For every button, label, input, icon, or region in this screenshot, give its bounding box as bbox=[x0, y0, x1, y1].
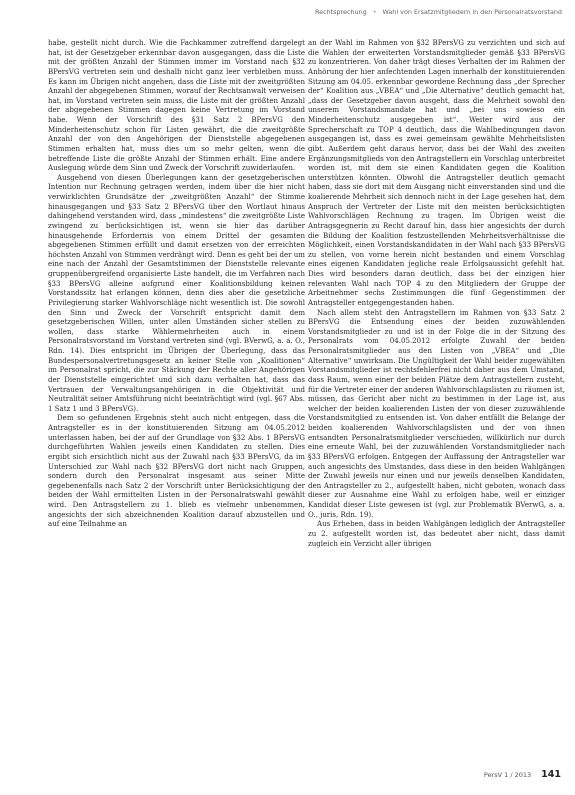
paragraph: Dem so gefundenen Ergebnis steht auch nicht entgegen, dass die Antragsteller es in der konstituierenden Sitzung am 04.05.2012 unterlassen haben, bei der auf der Grundlage von §32 Abs. 1 BPersVG durchgeführten Wahlen jeweils einen Kandidaten zu stellen. Dies ergibt sich ersichtlich nicht aus der Zuwahl nach §33 BPersVG, da im Unterschied zur Wahl nach §32 BPersVG dort nicht nach Gruppen, sondern durch den Personalrat insgesamt aus seiner Mitte gegebenenfalls nach Satz 2 der Vorschrift unter Berücksichtigung der beiden der Wahl ermittelten Listen in der Personalratswahl gewählt wird. Den Antragstellern zu 1. blieb es vielmehr unbenommen, angesichts der sich abzeichnenden Koalition darauf abzustellen und auf eine Teilnahme an bbox=[48, 413, 305, 529]
paragraph: Nach allem steht den Antragstellern im Rahmen von §33 Satz 2 BPersVG die Entsendung eines der beiden zuzuwählenden Vorstandsmitglieder zu und ist in der Folge die in der Sitzung des Personalrats vom 04.05.2012 erfolgte Zuwahl der beiden Personalratsmitglieder aus den Listen von „VBEA“ und „Die Alternative“ unwirksam. Die Ungültigkeit der Wahl beider zugewählten Vorstandsmitglieder ist rechtsfehlerfrei nicht daher aus dem Umstand, dass Raum, wenn einer der beiden Plätze dem Antragstellern zusteht, für die Vertreter einer der anderen Wahlvorschlagslisten zu räumen ist, müssen, das Gericht aber nicht zu bestimmen in der Lage ist, aus welcher der beiden koalierenden Listen der von dieser zuzuwählende Vorstandsmitglied zu entsenden ist. Von daher entfällt die Belange der beiden koalierenden Wahlvorschlagslisten und der von ihnen entsandten Personalratsmitglieder verschieden, willkürlich nur durch eine erneute Wahl, bei der zuzuwählenden Vorstandsmitglieder nach §33 BPersVG erfolgen. Entgegen der Auffassung der Antragsteller war auch angesichts des Umstandes, dass diese in den beiden Wahlgängen der Zuwahl jeweils nur einen und nur jeweils denselben Kandidaten, den Antragsteller zu 2., aufgestellt haben, nicht geboten, wonach dass dieser zur Ausnahme eine Wahl zu erfolgen habe, weil er einziger Kandidat dieser Liste gewesen ist (vgl. zur Problematik BVerwG, a. a. O., juris, Rdn. 19). bbox=[308, 307, 565, 519]
paragraph: Aus Erheben, dass in beiden Wahlgängen lediglich der Antragsteller zu 2. aufgestellt worden ist, das bedeutet aber nicht, dass damit zugleich ein Verzicht aller übrigen bbox=[308, 519, 565, 548]
journal-issue: PersV 1 / 2013 bbox=[483, 771, 532, 779]
header-section: Rechtsprechung bbox=[315, 8, 367, 16]
page-footer bbox=[484, 769, 561, 780]
paragraph: an der Wahl im Rahmen von §32 BPersVG zu verzichten und sich auf die Wahlen der erweiterten Vorstandsmitglieder gemäß §33 BPersVG zu konzentrieren. Von daher trägt dieses Verhalten der im Rahmen der Anhörung der hier anfechtenden Lagen innerhalb der konstituierenden Sitzung am 04.05. erkennbar gewordene Rechnung dass „der Sprecher der“ Koalition aus „VBEA“ und „Die Alternative“ deutlich gemacht hat, „dass der Gesetzgeber davon ausgeht, dass die Mehrheit sowohl den unserem Vorstandsmandate hat und „bei uns sowieso ein Minderheitenschutz ausgegeben ist“. Weiter wird aus der Sprecherschaft zu TOP 4 deutlich, dass die Wahlbedingungen davon ausgegangen ist, dass es zwei gemeinsam gewählte Mehrheitslisten gibt. Außerdem geht daraus hervor, dass bei der Wahl des zweiten Ergänzungsmitglieds von den Antragstellern ein Vorschlag unterbreitet worden ist, mit dem sie einen Kandidaten gegen die Koalition unterstützen könnten. Obwohl die Antragsteller deutlich gemacht haben, dass sie dort mit dem Ausgang nicht einverstanden sind und die koalierende Mehrheit sich dennoch nicht in der Lage gesehen hat, dem Anspruch der Vertreter der Liste mit den meisten berücksichtigten Wahlvorschlägen Rechnung zu tragen. Im Übrigen weist die Antragsgegnerin zu Recht darauf hin, dass hier angesichts der durch die Bildung der Koalition festzustellenden Mehrheitsverhältnisse die Möglichkeit, einen Vorstandskandidaten in der Wahl nach §33 BPersVG zu stellen, von vorne herein nicht bestanden und einem Vorschlag eines eigenen Kandidaten jegliche reale Erfolgsaussicht gefehlt hat. Dies wird besonders daran deutlich, dass bei der einzigen hier relevanten Wahl nach TOP 4 zu den Mitgliedern der Gruppe der Arbeitnehmer sechs Zustimmungen die fünf Gegenstimmen der Antragsteller entgegengestanden haben. bbox=[308, 38, 565, 307]
page-number: 141 bbox=[541, 769, 561, 780]
header-separator: • bbox=[372, 8, 377, 16]
paragraph: Ausgehend von diesen Überlegungen kann der gesetzgeberischen Intention nur Rechnung getragen werden, indem über die hier nicht verwirklichten Grundsätze der „zweitgrößten Anzahl“ der Stimme hinausgegangen und §33 Satz 2 BPersVG über den Wortlaut hinaus dahingehend verstanden wird, dass „mindestens“ die zweitgrößte Liste zwingend zu berücksichtigen ist, wenn sie hier das darüber hinausgehende Erfordernis von einem Drittel der gesamten abgegebenen Stimmen erfüllt und damit ersetzen von der erreichten höchsten Anzahl von Stimmen verdrängt wird. Denn es geht bei der um eine nach der Anzahl der Gesamtstimmen der Dienststelle relevante gruppenübergreifend organisierte Liste handelt, die im Verfahren nach §33 BPersVG alleine aufgrund einer Koalitionsbildung keinen Vorstandssitz hat erlangen können, denn dies aber die gesetzliche Privilegierung starker Wahlvorschläge nicht wesentlich ist. Die sowohl den Sinn und Zweck der Vorschrift entspricht damit dem gesetzgeberischen Willen, unter allen Umständen sicher stellen zu wollen, dass starke Wählermehrheiten auch in einem Personalratsvorstand im Vorstand vertreten sind (vgl. BVerwG, a. a. O., Rdn. 14). Dies entspricht im Übrigen der Überlegung, dass das Bundespersonalvertretungsgesetz an keiner Stelle von „Koalitionen“ im Personalrat spricht, die zur Stärkung der Rechte aller Angehörigen der Dienststelle eingerichtet und sich dazu verhalten hat, dass das Vertrauen der Verwaltungsangehörigen in die Objektivität und Neutralität seiner Amtsführung nicht beeinträchtigt wird (vgl. §67 Abs. 1 Satz 1 und 3 BPersVG). bbox=[48, 172, 305, 413]
header-title: Wahl von Ersatzmitgliedern in den Personalratsvorstand bbox=[382, 8, 562, 16]
right-column bbox=[308, 38, 565, 760]
paragraph: habe, gestellt nicht durch. Wie die Fachkammer zutreffend dargelegt hat, ist der Gesetzgeber erkennbar davon ausgegangen, dass die Liste mit der größten Anzahl der Stimmen immer im Vorstand nach §32 BPersVG vertreten sein und deshalb nicht ganz leer verbleiben muss. Es kann im Übrigen nicht angehen, dass die Liste mit der zweitgrößten Anzahl der abgegebenen Stimmen, worauf der Rechtsanwalt verweisen hat, im Vorstand vertreten sein muss, die Liste mit der größten Anzahl der abgegebenen Stimmen dagegen keine Vertretung im Vorstand habe. Wenn der Vorschrift des §31 Satz 2 BPersVG den Minderheitenschutz schon für Listen gewährt, die die zweitgrößte Anzahl der von den Angehörigen der Dienststelle abgegebenen Stimmen erhalten hat, muss dies um so mehr gelten, wenn die betreffende Liste die größte Anzahl der Stimmen erhält. Eine andere Auslegung würde dem Sinn und Zweck der Vorschrift zuwiderlaufen. bbox=[48, 38, 305, 173]
running-header bbox=[272, 8, 562, 19]
left-column bbox=[48, 38, 305, 760]
